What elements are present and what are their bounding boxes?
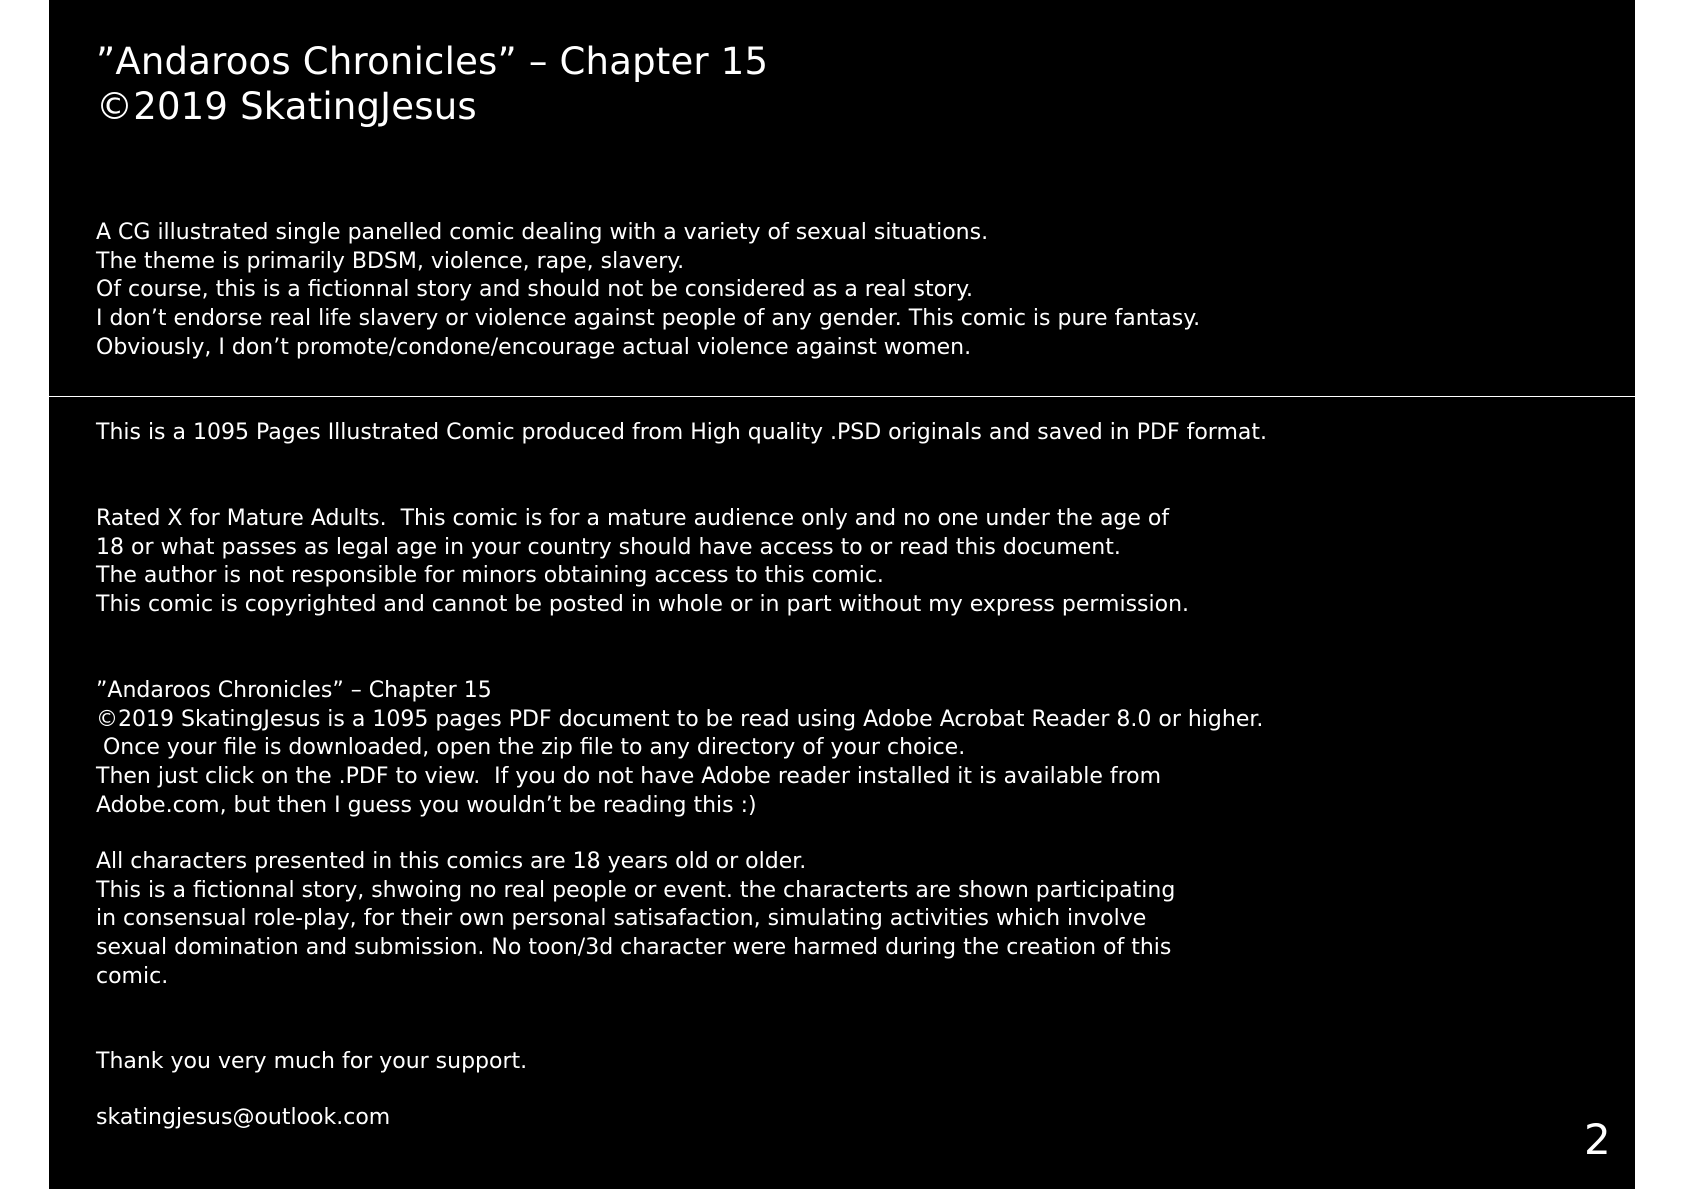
characters-note-line: sexual domination and submission. No toon/3d character were harmed during the creation of this — [96, 935, 1172, 961]
rating-line: Rated X for Mature Adults. This comic is for a mature audience only and no one under the age of — [96, 506, 1170, 531]
instructions-line: ©2019 SkatingJesus is a 1095 pages PDF document to be read using Adobe Acrobat Reader 8.0 or higher. — [96, 706, 1264, 732]
instructions-block — [96, 677, 1263, 820]
rating-line: This comic is copyrighted and cannot be posted in whole or in part without my express permission. — [96, 592, 1190, 618]
thanks-line: Thank you very much for your support. — [96, 1049, 528, 1074]
rating-block — [96, 505, 1189, 620]
description-line: Obviously, I don’t promote/condone/encourage actual violence against women. — [96, 334, 972, 360]
copyright-line: ©2019 SkatingJesus — [96, 85, 477, 128]
instructions-line: ”Andaroos Chronicles” – Chapter 15 — [96, 678, 492, 703]
description-line: Of course, this is a fictionnal story and should not be considered as a real story. — [96, 277, 973, 303]
document-page — [49, 0, 1635, 1189]
characters-note-block — [96, 848, 1175, 991]
characters-note-line: All characters presented in this comics are 18 years old or older. — [96, 849, 807, 874]
rating-line: The author is not responsible for minors obtaining access to this comic. — [96, 563, 884, 589]
description-line: The theme is primarily BDSM, violence, rape, slavery. — [96, 248, 685, 274]
characters-note-line: comic. — [96, 963, 169, 989]
format-note: This is a 1095 Pages Illustrated Comic produced from High quality .PSD originals and saved in PDF format. — [96, 420, 1267, 445]
chapter-title: ”Andaroos Chronicles” – Chapter 15 — [96, 40, 769, 83]
instructions-line: Then just click on the .PDF to view. If you do not have Adobe reader installed it is available from — [96, 764, 1162, 790]
instructions-line: Once your file is downloaded, open the zip file to any directory of your choice. — [96, 735, 966, 761]
characters-note-line: in consensual role-play, for their own personal satisafaction, simulating activities which involve — [96, 906, 1147, 932]
contact-email: skatingjesus@outlook.com — [96, 1105, 391, 1130]
description-block — [96, 219, 1200, 362]
characters-note-line: This is a fictionnal story, shwoing no real people or event. the characterts are shown participating — [96, 877, 1176, 903]
page-number: 2 — [1584, 1115, 1611, 1164]
description-line: I don’t endorse real life slavery or violence against people of any gender. This comic is pure fantasy. — [96, 306, 1201, 332]
rating-line: 18 or what passes as legal age in your country should have access to or read this document. — [96, 534, 1121, 560]
instructions-line: Adobe.com, but then I guess you wouldn’t be reading this :) — [96, 792, 757, 818]
description-line: A CG illustrated single panelled comic dealing with a variety of sexual situations. — [96, 220, 989, 245]
section-divider — [49, 396, 1635, 397]
